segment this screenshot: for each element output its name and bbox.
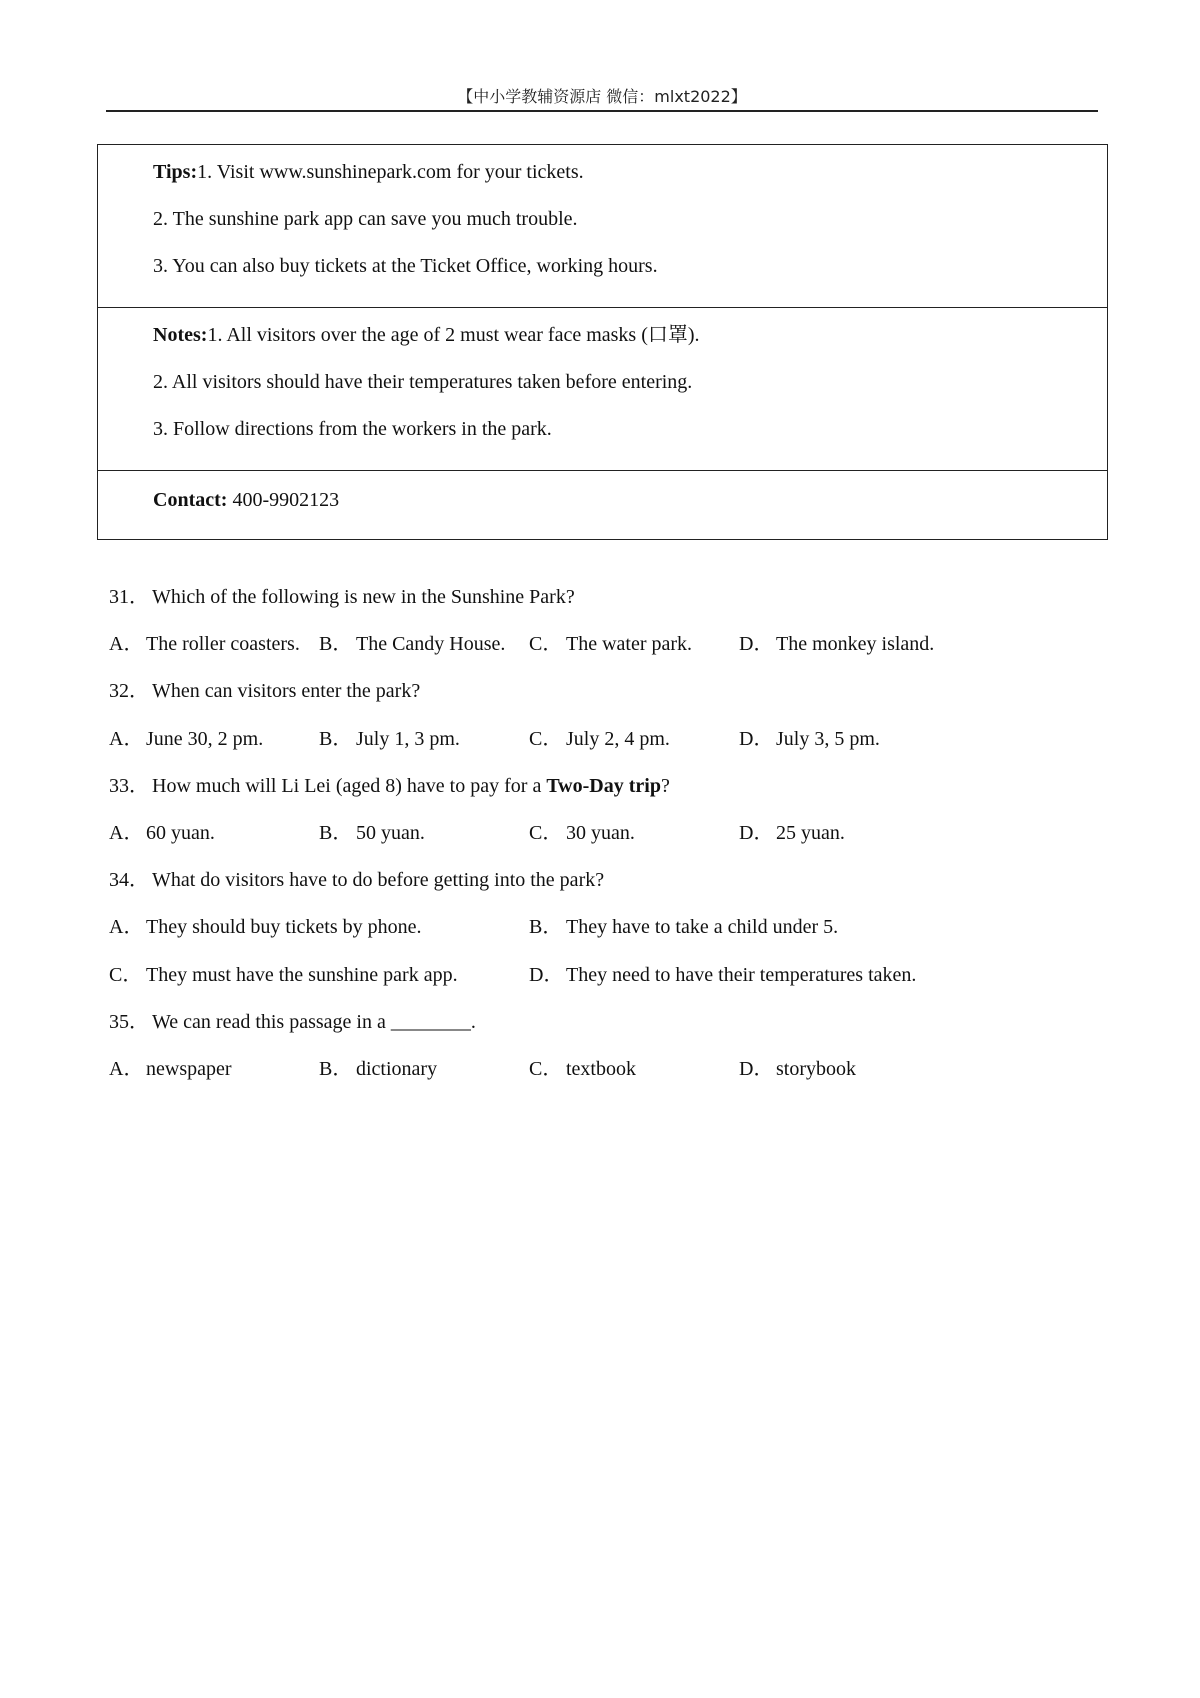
- notes-line-1: [153, 312, 1107, 359]
- notes-line-2: 2. All visitors should have their temperatures taken before entering.: [153, 371, 693, 393]
- tips-section: [98, 149, 1107, 308]
- question-33: [109, 763, 1109, 810]
- notes-line-3: 3. Follow directions from the workers in the park.: [153, 418, 552, 440]
- contact-line: [153, 477, 1107, 524]
- option-a[interactable]: A． The roller coasters.: [109, 633, 300, 656]
- question-text: How much will Li Lei (aged 8) have to pay for a: [152, 774, 547, 797]
- option-c[interactable]: C． textbook: [529, 1057, 636, 1080]
- question-number: 35．: [109, 1010, 149, 1033]
- option-b[interactable]: B． dictionary: [319, 1057, 438, 1080]
- notes-section: [98, 312, 1107, 471]
- option-b[interactable]: B． 50 yuan.: [319, 821, 425, 844]
- option-d[interactable]: D． July 3, 5 pm.: [739, 727, 880, 750]
- question-text: We can read this passage in a ________.: [152, 1010, 476, 1033]
- option-c[interactable]: C． The water park.: [529, 633, 693, 656]
- option-a[interactable]: A． 60 yuan.: [109, 821, 215, 844]
- question-text-emphasis: Two-Day trip: [546, 774, 661, 797]
- option-b[interactable]: B． The Candy House.: [319, 633, 506, 656]
- option-a[interactable]: A． They should buy tickets by phone.: [109, 916, 422, 939]
- contact-label: Contact:: [153, 489, 228, 511]
- options-32: [109, 716, 1109, 763]
- info-table: [97, 144, 1108, 540]
- option-a[interactable]: A． newspaper: [109, 1057, 232, 1080]
- options-31: [109, 621, 1109, 668]
- question-number: 31．: [109, 586, 149, 608]
- tips-label: Tips:: [153, 161, 198, 183]
- contact-section: [98, 477, 1107, 539]
- question-number: 34．: [109, 869, 149, 892]
- tips-line-3: 3. You can also buy tickets at the Ticket Office, working hours.: [153, 255, 658, 277]
- option-b[interactable]: B． They have to take a child under 5.: [529, 916, 839, 939]
- tips-line-1: [153, 149, 1107, 196]
- option-a[interactable]: A． June 30, 2 pm.: [109, 727, 264, 750]
- options-35: [109, 1046, 1109, 1093]
- question-text: What do visitors have to do before getting into the park?: [152, 869, 605, 892]
- options-33: [109, 810, 1109, 857]
- option-d[interactable]: D． They need to have their temperatures taken.: [529, 963, 917, 986]
- options-34-row-2: [109, 952, 1109, 999]
- question-32: [109, 668, 1109, 715]
- option-c[interactable]: C． July 2, 4 pm.: [529, 727, 670, 750]
- tips-text-1: 1. Visit www.sunshinepark.com for your tickets.: [197, 161, 584, 183]
- header-rule: [106, 110, 1098, 112]
- question-text: Which of the following is new in the Sunshine Park?: [152, 586, 575, 608]
- question-text: When can visitors enter the park?: [152, 680, 421, 703]
- option-b[interactable]: B． July 1, 3 pm.: [319, 727, 460, 750]
- question-34: [109, 857, 1109, 904]
- contact-value: 400-9902123: [227, 489, 340, 511]
- question-number: 33．: [109, 774, 149, 797]
- options-34-row-1: [109, 904, 1109, 951]
- tips-line-2: 2. The sunshine park app can save you much trouble.: [153, 208, 578, 230]
- option-d[interactable]: D． storybook: [739, 1057, 856, 1080]
- option-c[interactable]: C． 30 yuan.: [529, 821, 635, 844]
- question-31: [109, 574, 1109, 621]
- option-d[interactable]: D． 25 yuan.: [739, 821, 845, 844]
- page-header: 【中小学教辅资源店 微信：mlxt2022】: [457, 87, 747, 106]
- option-d[interactable]: D． The monkey island.: [739, 633, 935, 656]
- notes-text-1: 1. All visitors over the age of 2 must wear face masks (口罩).: [207, 324, 700, 346]
- question-35: [109, 999, 1109, 1046]
- notes-label: Notes:: [153, 324, 208, 346]
- question-number: 32．: [109, 680, 149, 703]
- questions-list: [109, 574, 1109, 1093]
- option-c[interactable]: C． They must have the sunshine park app.: [109, 963, 458, 986]
- question-text-end: ?: [660, 774, 670, 797]
